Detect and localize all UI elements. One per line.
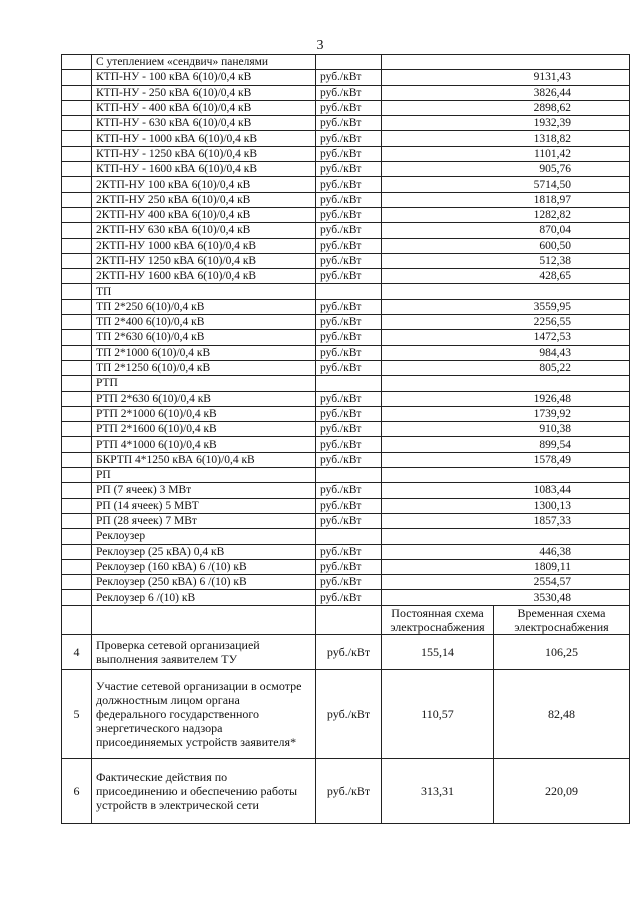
item-value: 910,38	[382, 422, 630, 437]
item-value: 1818,97	[382, 192, 630, 207]
item-unit: руб./кВт	[316, 590, 382, 605]
item-value: 899,54	[382, 437, 630, 452]
item-unit: руб./кВт	[316, 544, 382, 559]
item-value: 512,38	[382, 253, 630, 268]
item-name: ТП 2*1250 6(10)/0,4 кВ	[92, 360, 316, 375]
item-unit: руб./кВт	[316, 85, 382, 100]
empty-cell	[62, 269, 92, 284]
service-row	[62, 669, 630, 758]
table-row	[62, 162, 630, 177]
permanent-value: 313,31	[382, 758, 494, 823]
empty-cell	[316, 468, 382, 483]
empty-cell	[62, 391, 92, 406]
section-title: ТП	[92, 284, 316, 299]
table-row	[62, 575, 630, 590]
row-number: 6	[62, 758, 92, 823]
permanent-scheme-header: Постоянная схема электроснабжения	[382, 605, 494, 634]
item-name: РТП 4*1000 6(10)/0,4 кВ	[92, 437, 316, 452]
item-name: КТП-НУ - 1000 кВА 6(10)/0,4 кВ	[92, 131, 316, 146]
item-name: 2КТП-НУ 1000 кВА 6(10)/0,4 кВ	[92, 238, 316, 253]
empty-cell	[62, 70, 92, 85]
empty-cell	[62, 544, 92, 559]
empty-cell	[382, 55, 630, 70]
item-unit: руб./кВт	[316, 269, 382, 284]
item-value: 600,50	[382, 238, 630, 253]
item-name: РП (28 ячеек) 7 МВт	[92, 513, 316, 528]
item-unit: руб./кВт	[316, 100, 382, 115]
item-value: 2554,57	[382, 575, 630, 590]
item-value: 446,38	[382, 544, 630, 559]
section-header-row	[62, 376, 630, 391]
item-name: Реклоузер (25 кВА) 0,4 кВ	[92, 544, 316, 559]
table-row	[62, 177, 630, 192]
table-row	[62, 590, 630, 605]
empty-cell	[382, 376, 630, 391]
section-title: РП	[92, 468, 316, 483]
empty-cell	[316, 605, 382, 634]
table-row	[62, 207, 630, 222]
empty-cell	[382, 284, 630, 299]
tariff-table	[61, 54, 630, 824]
scheme-header-row	[62, 605, 630, 634]
item-value: 1578,49	[382, 452, 630, 467]
table-row	[62, 116, 630, 131]
item-unit: руб./кВт	[316, 422, 382, 437]
item-unit: руб./кВт	[316, 207, 382, 222]
empty-cell	[62, 207, 92, 222]
service-description: Участие сетевой организации в осмотре должностным лицом органа федерального государственного энергетического надзора присоединяемых устройств заявителя*	[92, 669, 316, 758]
item-name: КТП-НУ - 100 кВА 6(10)/0,4 кВ	[92, 70, 316, 85]
table-row	[62, 269, 630, 284]
table-row	[62, 192, 630, 207]
empty-cell	[316, 529, 382, 544]
table-row	[62, 391, 630, 406]
item-name: ТП 2*250 6(10)/0,4 кВ	[92, 299, 316, 314]
item-value: 1083,44	[382, 483, 630, 498]
empty-cell	[62, 315, 92, 330]
table-row	[62, 544, 630, 559]
item-value: 1472,53	[382, 330, 630, 345]
empty-cell	[62, 162, 92, 177]
section-title: С утеплением «сендвич» панелями	[92, 55, 316, 70]
item-name: Реклоузер 6 /(10) кВ	[92, 590, 316, 605]
service-description: Проверка сетевой организацией выполнения заявителем ТУ	[92, 634, 316, 669]
table-row	[62, 238, 630, 253]
empty-cell	[62, 406, 92, 421]
item-value: 1282,82	[382, 207, 630, 222]
item-value: 3559,95	[382, 299, 630, 314]
item-value: 428,65	[382, 269, 630, 284]
table-row	[62, 559, 630, 574]
page-number: 3	[316, 38, 324, 53]
item-value: 1932,39	[382, 116, 630, 131]
empty-cell	[62, 483, 92, 498]
item-unit: руб./кВт	[316, 131, 382, 146]
item-unit: руб./кВт	[316, 559, 382, 574]
item-value: 1300,13	[382, 498, 630, 513]
table-row	[62, 146, 630, 161]
service-unit: руб./кВт	[316, 758, 382, 823]
table-row	[62, 452, 630, 467]
table-row	[62, 422, 630, 437]
item-name: ТП 2*1000 6(10)/0,4 кВ	[92, 345, 316, 360]
table-row	[62, 498, 630, 513]
item-unit: руб./кВт	[316, 437, 382, 452]
temporary-scheme-header: Временная схема электроснабжения	[494, 605, 630, 634]
temporary-value: 220,09	[494, 758, 630, 823]
item-name: 2КТП-НУ 400 кВА 6(10)/0,4 кВ	[92, 207, 316, 222]
item-unit: руб./кВт	[316, 177, 382, 192]
service-row	[62, 634, 630, 669]
item-unit: руб./кВт	[316, 192, 382, 207]
item-unit: руб./кВт	[316, 575, 382, 590]
empty-cell	[62, 192, 92, 207]
section-header-row	[62, 55, 630, 70]
item-value: 1101,42	[382, 146, 630, 161]
item-value: 1926,48	[382, 391, 630, 406]
empty-cell	[62, 376, 92, 391]
temporary-value: 82,48	[494, 669, 630, 758]
item-name: РП (14 ячеек) 5 МВТ	[92, 498, 316, 513]
empty-cell	[62, 345, 92, 360]
empty-cell	[316, 284, 382, 299]
item-name: 2КТП-НУ 100 кВА 6(10)/0,4 кВ	[92, 177, 316, 192]
item-unit: руб./кВт	[316, 345, 382, 360]
item-name: РТП 2*1000 6(10)/0,4 кВ	[92, 406, 316, 421]
item-unit: руб./кВт	[316, 146, 382, 161]
table-row	[62, 483, 630, 498]
table-row	[62, 406, 630, 421]
item-value: 1809,11	[382, 559, 630, 574]
item-unit: руб./кВт	[316, 223, 382, 238]
item-value: 1318,82	[382, 131, 630, 146]
section-header-row	[62, 468, 630, 483]
empty-cell	[62, 131, 92, 146]
empty-cell	[62, 238, 92, 253]
empty-cell	[62, 498, 92, 513]
item-name: КТП-НУ - 400 кВА 6(10)/0,4 кВ	[92, 100, 316, 115]
item-name: ТП 2*400 6(10)/0,4 кВ	[92, 315, 316, 330]
item-value: 984,43	[382, 345, 630, 360]
item-unit: руб./кВт	[316, 315, 382, 330]
item-value: 1857,33	[382, 513, 630, 528]
service-description: Фактические действия по присоединению и обеспечению работы устройств в электрической сети	[92, 758, 316, 823]
table-row	[62, 223, 630, 238]
item-value: 5714,50	[382, 177, 630, 192]
empty-cell	[62, 299, 92, 314]
empty-cell	[62, 360, 92, 375]
empty-cell	[316, 376, 382, 391]
empty-cell	[62, 422, 92, 437]
empty-cell	[62, 575, 92, 590]
item-unit: руб./кВт	[316, 360, 382, 375]
item-unit: руб./кВт	[316, 406, 382, 421]
item-value: 870,04	[382, 223, 630, 238]
section-title: РТП	[92, 376, 316, 391]
item-unit: руб./кВт	[316, 452, 382, 467]
empty-cell	[62, 513, 92, 528]
item-unit: руб./кВт	[316, 330, 382, 345]
permanent-value: 155,14	[382, 634, 494, 669]
item-unit: руб./кВт	[316, 162, 382, 177]
empty-cell	[62, 452, 92, 467]
item-name: РТП 2*1600 6(10)/0,4 кВ	[92, 422, 316, 437]
table-row	[62, 85, 630, 100]
permanent-value: 110,57	[382, 669, 494, 758]
empty-cell	[62, 437, 92, 452]
item-name: КТП-НУ - 630 кВА 6(10)/0,4 кВ	[92, 116, 316, 131]
empty-cell	[62, 529, 92, 544]
item-unit: руб./кВт	[316, 483, 382, 498]
item-name: БКРТП 4*1250 кВА 6(10)/0,4 кВ	[92, 452, 316, 467]
item-name: РП (7 ячеек) 3 МВт	[92, 483, 316, 498]
item-unit: руб./кВт	[316, 116, 382, 131]
empty-cell	[62, 284, 92, 299]
table-row	[62, 513, 630, 528]
item-name: КТП-НУ - 1600 кВА 6(10)/0,4 кВ	[92, 162, 316, 177]
item-unit: руб./кВт	[316, 299, 382, 314]
item-unit: руб./кВт	[316, 70, 382, 85]
item-value: 1739,92	[382, 406, 630, 421]
section-header-row	[62, 529, 630, 544]
item-name: КТП-НУ - 1250 кВА 6(10)/0,4 кВ	[92, 146, 316, 161]
empty-cell	[62, 223, 92, 238]
empty-cell	[382, 468, 630, 483]
item-unit: руб./кВт	[316, 253, 382, 268]
service-unit: руб./кВт	[316, 634, 382, 669]
item-unit: руб./кВт	[316, 513, 382, 528]
item-name: 2КТП-НУ 630 кВА 6(10)/0,4 кВ	[92, 223, 316, 238]
table-row	[62, 330, 630, 345]
empty-cell	[62, 605, 92, 634]
item-name: КТП-НУ - 250 кВА 6(10)/0,4 кВ	[92, 85, 316, 100]
empty-cell	[62, 468, 92, 483]
table-row	[62, 299, 630, 314]
empty-cell	[92, 605, 316, 634]
empty-cell	[62, 253, 92, 268]
table-row	[62, 100, 630, 115]
empty-cell	[62, 330, 92, 345]
item-name: 2КТП-НУ 1250 кВА 6(10)/0,4 кВ	[92, 253, 316, 268]
item-unit: руб./кВт	[316, 391, 382, 406]
empty-cell	[62, 590, 92, 605]
section-title: Реклоузер	[92, 529, 316, 544]
table-row	[62, 253, 630, 268]
empty-cell	[316, 55, 382, 70]
item-value: 905,76	[382, 162, 630, 177]
service-row	[62, 758, 630, 823]
table-row	[62, 315, 630, 330]
item-unit: руб./кВт	[316, 498, 382, 513]
empty-cell	[382, 529, 630, 544]
empty-cell	[62, 146, 92, 161]
empty-cell	[62, 559, 92, 574]
table-row	[62, 131, 630, 146]
section-header-row	[62, 284, 630, 299]
item-value: 2256,55	[382, 315, 630, 330]
table-row	[62, 70, 630, 85]
temporary-value: 106,25	[494, 634, 630, 669]
empty-cell	[62, 85, 92, 100]
item-value: 3826,44	[382, 85, 630, 100]
item-name: Реклоузер (250 кВА) 6 /(10) кВ	[92, 575, 316, 590]
empty-cell	[62, 55, 92, 70]
item-unit: руб./кВт	[316, 238, 382, 253]
empty-cell	[62, 177, 92, 192]
table-row	[62, 437, 630, 452]
table-row	[62, 345, 630, 360]
empty-cell	[62, 116, 92, 131]
item-name: 2КТП-НУ 250 кВА 6(10)/0,4 кВ	[92, 192, 316, 207]
item-name: Реклоузер (160 кВА) 6 /(10) кВ	[92, 559, 316, 574]
table-row	[62, 360, 630, 375]
item-value: 805,22	[382, 360, 630, 375]
row-number: 5	[62, 669, 92, 758]
empty-cell	[62, 100, 92, 115]
item-name: 2КТП-НУ 1600 кВА 6(10)/0,4 кВ	[92, 269, 316, 284]
row-number: 4	[62, 634, 92, 669]
item-value: 9131,43	[382, 70, 630, 85]
item-value: 3530,48	[382, 590, 630, 605]
item-name: ТП 2*630 6(10)/0,4 кВ	[92, 330, 316, 345]
item-value: 2898,62	[382, 100, 630, 115]
item-name: РТП 2*630 6(10)/0,4 кВ	[92, 391, 316, 406]
service-unit: руб./кВт	[316, 669, 382, 758]
